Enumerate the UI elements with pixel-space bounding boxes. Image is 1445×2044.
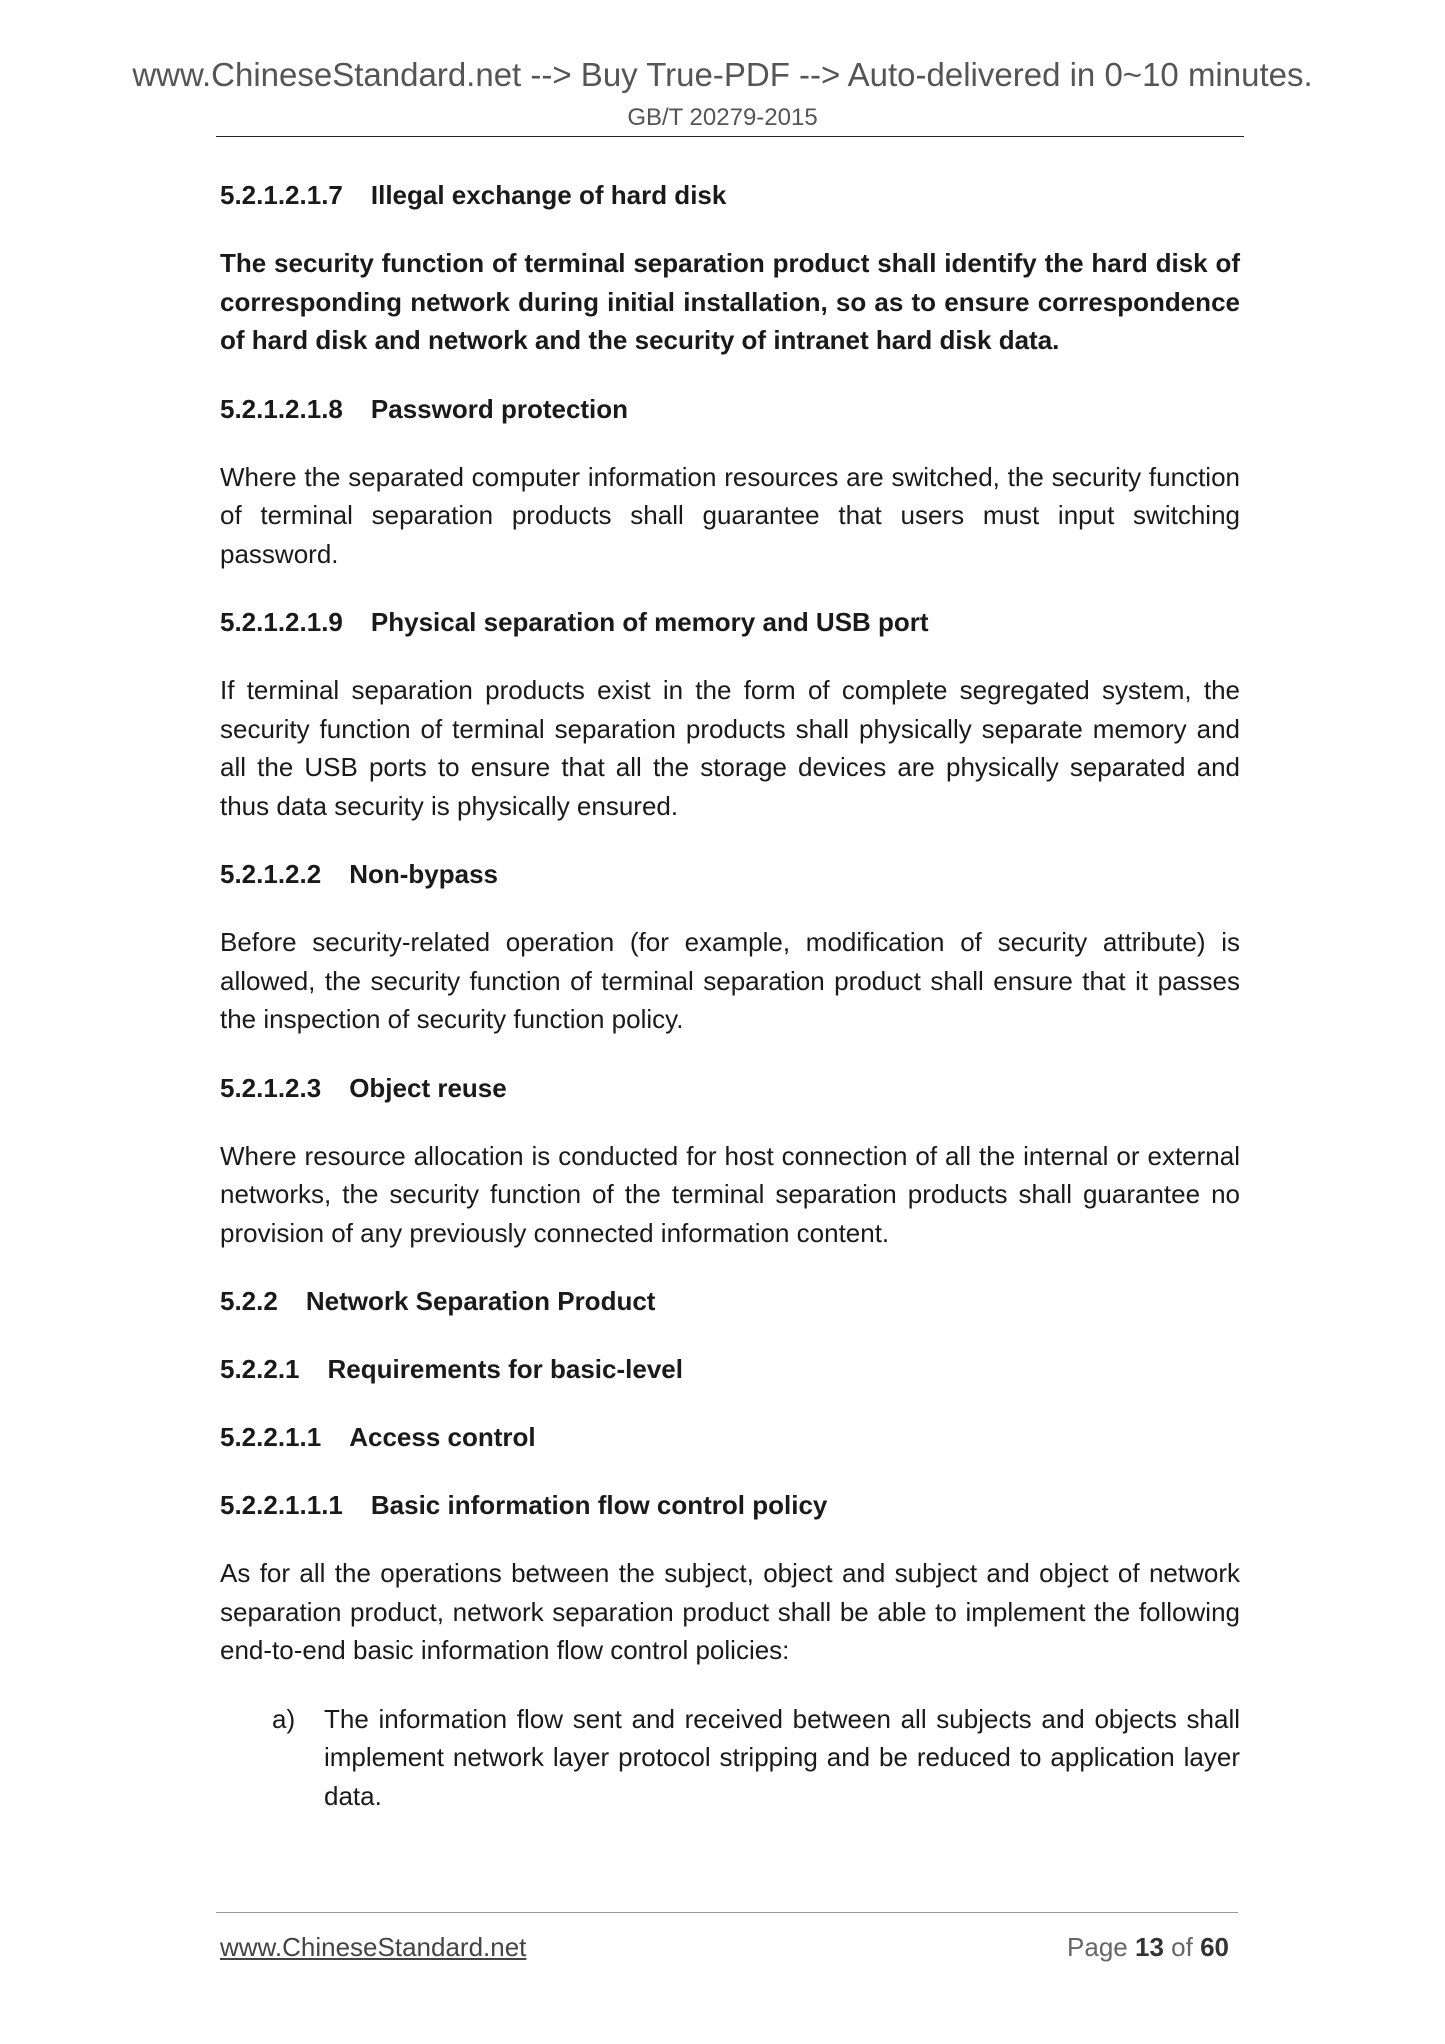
section-number: 5.2.1.2.1.8 xyxy=(220,393,343,424)
list-marker: a) xyxy=(272,1703,296,1734)
section-heading-network-separation-product xyxy=(220,1282,1240,1320)
section-title: Object reuse xyxy=(349,1072,507,1103)
paragraph-object-reuse: Where resource allocation is conducted for host connection of all the internal or external networks, the security function of the terminal separation products shall guarantee no provision of any previously connected information content. xyxy=(220,1140,1240,1248)
header-banner: www.ChineseStandard.net --> Buy True-PDF --> Auto-delivered in 0~10 minutes. xyxy=(132,56,1313,93)
section-title: Illegal exchange of hard disk xyxy=(370,180,727,210)
section-heading-flow-control-policy xyxy=(220,1486,1240,1524)
section-number: 5.2.1.2.1.9 xyxy=(220,607,343,637)
section-number: 5.2.1.2.3 xyxy=(220,1072,322,1103)
section-heading-password-protection xyxy=(220,390,1240,428)
section-number: 5.2.1.2.2 xyxy=(220,859,322,889)
section-heading-illegal-exchange xyxy=(220,176,1240,214)
paragraph-flow-control-policy: As for all the operations between the subject, object and subject and object of network separation product, network separation product shall be able to implement the following end-to-end basic information flow control policies: xyxy=(220,1558,1240,1665)
section-title: Access control xyxy=(349,1422,536,1452)
section-heading-access-control xyxy=(220,1418,1240,1456)
current-page-number: 13 xyxy=(1135,1932,1164,1962)
paragraph-physical-separation: If terminal separation products exist in the form of complete segregated system, the security function of terminal separation products shall physically separate memory and all the USB ports to ensure that all the storage devices are physically separated and thus data security is physically ensured. xyxy=(220,675,1240,821)
section-heading-physical-separation xyxy=(220,603,1240,641)
section-title: Non-bypass xyxy=(349,859,499,889)
section-number: 5.2.2.1.1 xyxy=(220,1422,322,1452)
page-indicator xyxy=(1067,1932,1229,1963)
footer-site-link[interactable]: www.ChineseStandard.net xyxy=(220,1932,527,1962)
section-title: Password protection xyxy=(370,393,629,424)
paragraph-illegal-exchange: The security function of terminal separation product shall identify the hard disk of corresponding network during initial installation, so as to ensure correspondence of hard disk and network and the security of intranet hard disk data. xyxy=(220,248,1240,355)
list-item xyxy=(220,1700,1240,1816)
header-divider xyxy=(216,136,1244,137)
section-number: 5.2.2.1.1.1 xyxy=(220,1490,343,1520)
section-number: 5.2.2.1 xyxy=(220,1354,300,1384)
section-title: Network Separation Product xyxy=(305,1286,656,1316)
document-body xyxy=(220,176,1240,1815)
page-of: of xyxy=(1171,1932,1193,1962)
section-title: Basic information flow control policy xyxy=(370,1490,828,1520)
section-heading-non-bypass xyxy=(220,855,1240,893)
section-number: 5.2.2 xyxy=(220,1286,278,1316)
page-prefix: Page xyxy=(1067,1932,1128,1962)
paragraph-password-protection: Where the separated computer information resources are switched, the security function of terminal separation products shall guarantee that users must input switching password. xyxy=(220,461,1240,569)
paragraph-non-bypass: Before security-related operation (for example, modification of security attribute) is allowed, the security function of terminal separation product shall ensure that it passes the inspection of security function policy. xyxy=(220,927,1240,1034)
standard-number: GB/T 20279-2015 xyxy=(627,104,818,131)
section-number: 5.2.1.2.1.7 xyxy=(220,180,343,210)
footer-divider xyxy=(216,1912,1238,1913)
section-heading-object-reuse xyxy=(220,1069,1240,1107)
list-item-text: The information flow sent and received between all subjects and objects shall implement network layer protocol stripping and be reduced to application layer data. xyxy=(324,1703,1240,1811)
total-pages: 60 xyxy=(1200,1932,1229,1962)
section-title: Physical separation of memory and USB port xyxy=(370,607,929,637)
section-heading-basic-level xyxy=(220,1350,1240,1388)
section-title: Requirements for basic-level xyxy=(327,1354,683,1384)
